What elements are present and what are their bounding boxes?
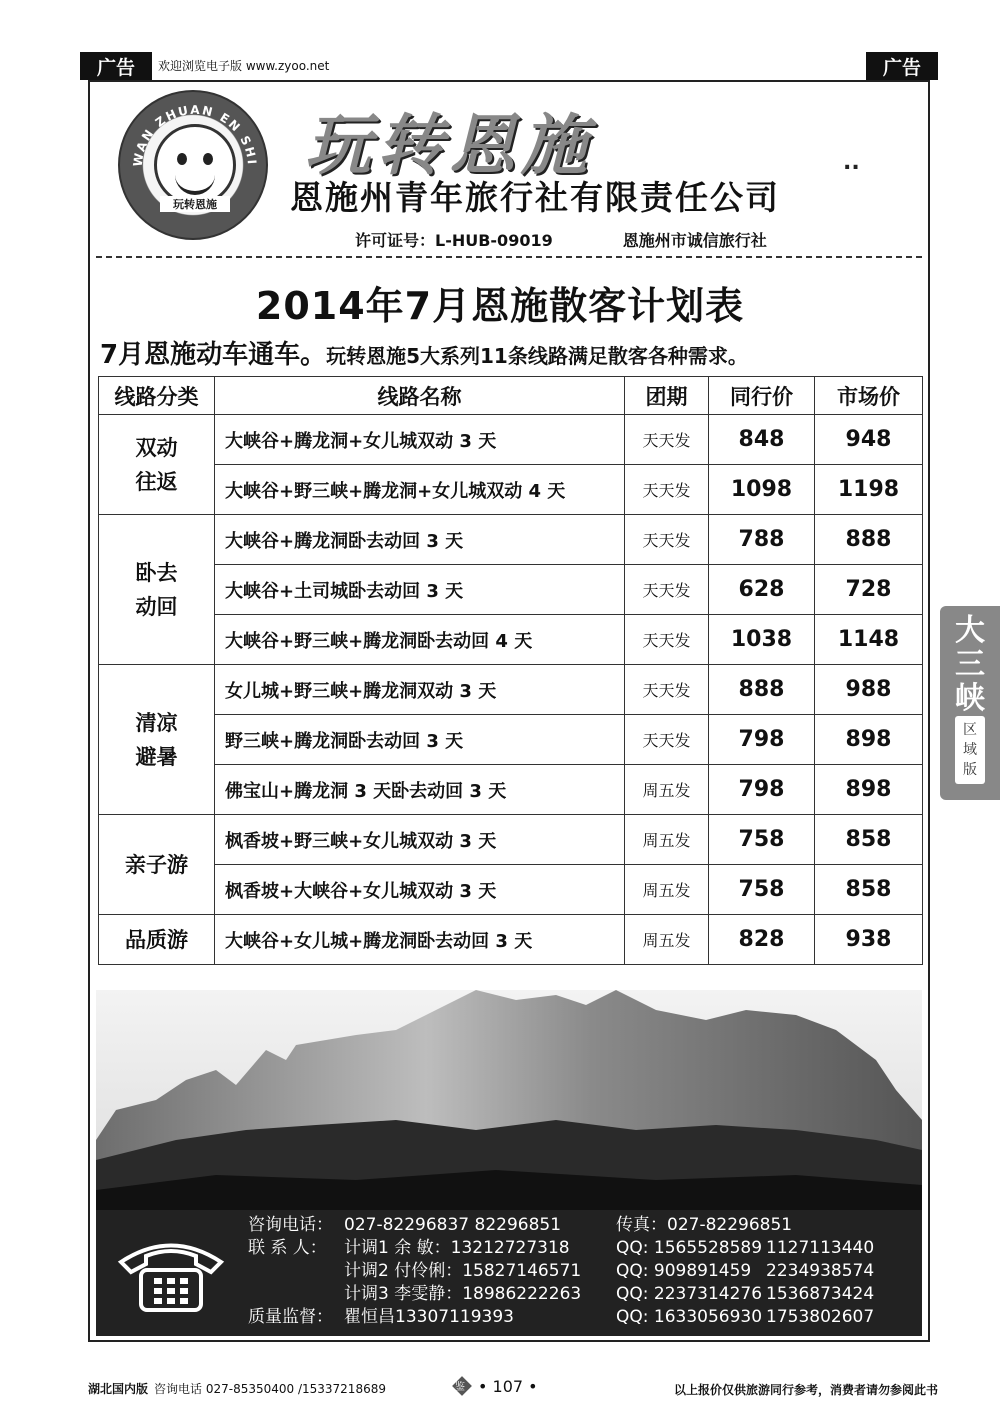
depart-cell: 周五发 — [625, 765, 709, 815]
table-header-row — [99, 377, 923, 415]
subtitle-rest: 玩转恩施5大系列11条线路满足散客各种需求。 — [326, 344, 748, 368]
contact-row: 计调2 付伶俐：15827146571 QQ: 909891459 2234938574 — [344, 1261, 875, 1281]
logo-caption: 玩转恩施 — [160, 196, 230, 212]
footer-edition: 湖北国内版 — [88, 1382, 149, 1396]
depart-cell: 周五发 — [625, 865, 709, 915]
license-row — [355, 228, 767, 251]
route-name: 大峡谷+女儿城+腾龙洞卧去动回 3 天 — [215, 915, 625, 965]
ad-label-left: 广告 — [80, 52, 152, 80]
market-price: 858 — [815, 815, 923, 865]
depart-cell: 天天发 — [625, 415, 709, 465]
market-price: 898 — [815, 715, 923, 765]
dashed-divider — [96, 256, 922, 258]
mountain-photo — [96, 990, 922, 1210]
table-row — [99, 415, 923, 465]
license-number: 许可证号：L-HUB-09019 — [355, 231, 553, 250]
market-price: 988 — [815, 665, 923, 715]
logo — [118, 90, 268, 240]
partner-agency: 恩施州市诚信旅行社 — [622, 231, 767, 250]
smiley-face-icon — [154, 124, 236, 206]
trade-price: 828 — [709, 915, 815, 965]
route-name: 大峡谷+野三峡+腾龙洞卧去动回 4 天 — [215, 615, 625, 665]
route-name: 大峡谷+腾龙洞卧去动回 3 天 — [215, 515, 625, 565]
contact-row: 咨询电话： 027-82296837 82296851 传真：027-82296851 — [248, 1215, 793, 1235]
route-name: 大峡谷+土司城卧去动回 3 天 — [215, 565, 625, 615]
region-side-tab — [940, 606, 1000, 800]
depart-cell: 周五发 — [625, 815, 709, 865]
route-name: 大峡谷+腾龙洞+女儿城双动 3 天 — [215, 415, 625, 465]
header-route: 线路名称 — [215, 377, 625, 415]
depart-cell: 周五发 — [625, 915, 709, 965]
header-category: 线路分类 — [99, 377, 215, 415]
welcome-text: 欢迎浏览电子版 www.zyoo.net — [158, 59, 330, 73]
route-name: 枫香坡+野三峡+女儿城双动 3 天 — [215, 815, 625, 865]
category-cell: 品质游 — [99, 915, 215, 965]
route-name: 佛宝山+腾龙洞 3 天卧去动回 3 天 — [215, 765, 625, 815]
contact-row: 计调3 李雯静：18986222263 QQ: 2237314276 1536873424 — [344, 1284, 875, 1304]
mountain-illustration — [96, 990, 922, 1210]
trade-price: 758 — [709, 815, 815, 865]
market-price: 728 — [815, 565, 923, 615]
table-row — [99, 865, 923, 915]
route-name: 大峡谷+野三峡+腾龙洞+女儿城双动 4 天 — [215, 465, 625, 515]
table-row — [99, 915, 923, 965]
contact-lines — [248, 1214, 916, 1329]
trade-price: 1098 — [709, 465, 815, 515]
side-tab-subtitle: 区 域 版 — [955, 716, 985, 784]
market-price: 948 — [815, 415, 923, 465]
trade-price: 798 — [709, 715, 815, 765]
svg-text:WAN ZHUAN EN SHI: WAN ZHUAN EN SHI — [130, 102, 260, 168]
market-price: 938 — [815, 915, 923, 965]
category-cell: 卧去 动回 — [99, 515, 215, 665]
footer-notice: 以上报价仅供旅游同行参考，消费者请勿参阅此书 — [673, 1383, 938, 1397]
depart-cell: 天天发 — [625, 715, 709, 765]
trade-price: 758 — [709, 865, 815, 915]
trade-price: 788 — [709, 515, 815, 565]
depart-cell: 天天发 — [625, 515, 709, 565]
contact-row: 质量监督： 瞿恒昌13307119393 QQ: 1633056930 1753802607 — [248, 1307, 875, 1327]
route-name: 野三峡+腾龙洞卧去动回 3 天 — [215, 715, 625, 765]
ad-label-right: 广告 — [866, 52, 938, 80]
market-price: 1148 — [815, 615, 923, 665]
category-cell: 双动 往返 — [99, 415, 215, 515]
subtitle — [100, 334, 748, 371]
telephone-icon — [116, 1234, 226, 1314]
page-number: 鉴 • 107 • — [452, 1376, 538, 1396]
brand-dots: .. — [843, 150, 860, 175]
trade-price: 798 — [709, 765, 815, 815]
header-market-price: 市场价 — [815, 377, 923, 415]
company-name: 恩施州青年旅行社有限责任公司 — [290, 178, 780, 217]
table-row — [99, 815, 923, 865]
page-title: 2014年7月恩施散客计划表 — [255, 284, 745, 328]
depart-cell: 天天发 — [625, 465, 709, 515]
trade-price: 848 — [709, 415, 815, 465]
route-table — [98, 376, 923, 965]
footer-hotline: 咨询电话 027-85350400 /15337218689 — [154, 1382, 386, 1396]
category-cell: 清凉 避暑 — [99, 665, 215, 815]
table-row — [99, 665, 923, 715]
market-price: 898 — [815, 765, 923, 815]
table-row — [99, 465, 923, 515]
depart-cell: 天天发 — [625, 565, 709, 615]
table-row — [99, 515, 923, 565]
trade-price: 1038 — [709, 615, 815, 665]
brand-title: 玩转恩施 — [305, 107, 593, 184]
side-tab-title: 大 三 峡 — [955, 613, 985, 716]
header-depart: 团期 — [625, 377, 709, 415]
table-row — [99, 715, 923, 765]
market-price: 1198 — [815, 465, 923, 515]
route-name: 女儿城+野三峡+腾龙洞双动 3 天 — [215, 665, 625, 715]
contact-row: 联 系 人： 计调1 余 敏：13212727318 QQ: 1565528589 1127113440 — [248, 1238, 875, 1258]
depart-cell: 天天发 — [625, 615, 709, 665]
table-row — [99, 615, 923, 665]
market-price: 858 — [815, 865, 923, 915]
contact-panel — [96, 1210, 922, 1336]
route-name: 枫香坡+大峡谷+女儿城双动 3 天 — [215, 865, 625, 915]
table-row — [99, 765, 923, 815]
trade-price: 888 — [709, 665, 815, 715]
category-cell: 亲子游 — [99, 815, 215, 915]
depart-cell: 天天发 — [625, 665, 709, 715]
header-trade-price: 同行价 — [709, 377, 815, 415]
table-row — [99, 565, 923, 615]
subtitle-main: 7月恩施动车通车。 — [100, 340, 327, 370]
market-price: 888 — [815, 515, 923, 565]
trade-price: 628 — [709, 565, 815, 615]
